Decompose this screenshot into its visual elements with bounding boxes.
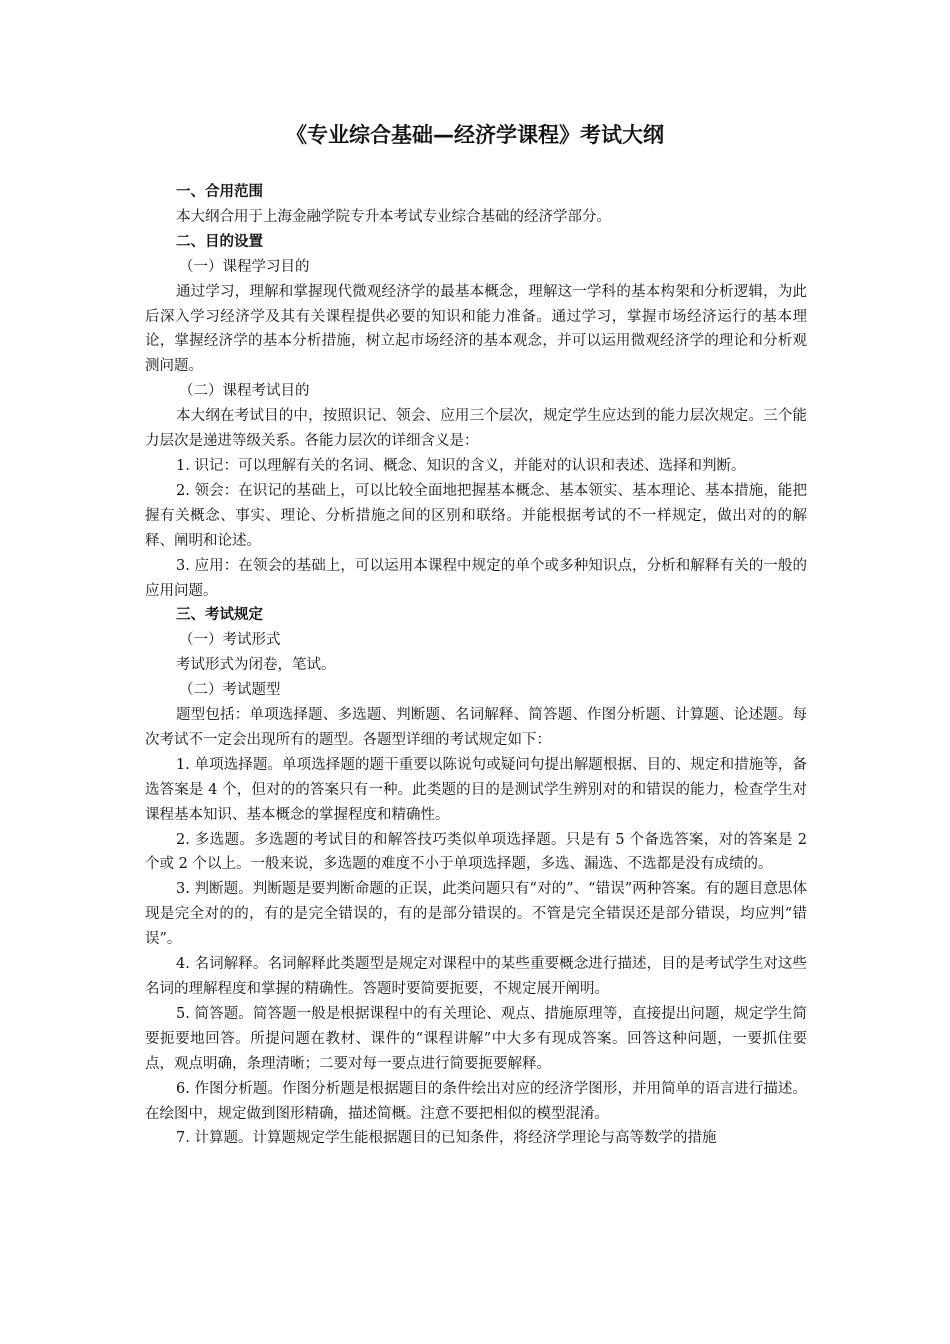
paragraph: 4. 名词解释。名词解释此类题型是规定对课程中的某些重要概念进行描述，目的是考试学生对这些名词的理解程度和掌握的精确性。答题时要简要扼要，不规定展开阐明。: [145, 956, 807, 997]
subsection-heading: （二）考试题型: [179, 682, 281, 699]
paragraph: 1. 单项选择题。单项选择题的题干重要以陈说句或疑问句提出解题根据、目的、规定和措施等，备选答案是 4 个，但对的的答案只有一种。此类题的目的是测试学生辨别对的和错误的能力，检查学生对课程基本知识、基本概念的掌握程度和精确性。: [145, 756, 807, 823]
paragraph: 本大纲在考试目的中，按照识记、领会、应用三个层次，规定学生应达到的能力层次规定。三个能力层次是递进等级关系。各能力层次的详细含义是：: [145, 408, 807, 450]
paragraph: 本大纲合用于上海金融学院专升本考试专业综合基础的经济学部分。: [176, 208, 611, 225]
paragraph: 2. 领会：在识记的基础上，可以比较全面地把握基本概念、基本领实、基本理论、基本措施，能把握有关概念、事实、理论、分析措施之间的区别和联络。并能根据考试的不一样规定，做出对的的解释、阐明和论述。: [145, 482, 807, 549]
paragraph: 3. 应用：在领会的基础上，可以运用本课程中规定的单个或多种知识点，分析和解释有关的一般的应用问题。: [145, 557, 807, 599]
document-body: [145, 180, 807, 1151]
paragraph: 7. 计算题。计算题规定学生能根据题目的已知条件，将经济学理论与高等数学的措施: [176, 1130, 717, 1147]
document-title: 《专业综合基础—经济学课程》考试大纲: [286, 123, 664, 147]
paragraph: 1. 识记：可以理解有关的名词、概念、知识的含义，并能对的认识和表述、选择和判断。: [176, 457, 746, 474]
section-heading: 二、目的设置: [176, 233, 263, 250]
paragraph: 3. 判断题。判断题是要判断命题的正误，此类问题只有“对的”、“错误”两种答案。有的题目意思体现是完全对的的，有的是完全错误的，有的是部分错误的。不管是完全错误还是部分错误，均应判“错误”。: [145, 881, 807, 948]
subsection-heading: （一）考试形式: [179, 632, 281, 649]
section-heading: 一、合用范围: [176, 184, 263, 200]
subsection-heading: （二）课程考试目的: [179, 383, 310, 400]
paragraph: 6. 作图分析题。作图分析题是根据题目的条件绘出对应的经济学图形，并用简单的语言进行描述。在绘图中，规定做到图形精确，描述简概。注意不要把相似的模型混淆。: [145, 1080, 807, 1122]
paragraph: 2. 多选题。多选题的考试目的和解答技巧类似单项选择题。只是有 5 个备选答案，对的答案是 2 个或 2 个以上。一般来说，多选题的难度不小于单项选择题，多选、漏选、不选都是没有成绩的。: [145, 831, 807, 873]
section-heading: 三、考试规定: [176, 607, 263, 624]
subsection-heading: （一）课程学习目的: [179, 258, 310, 275]
paragraph: 题型包括：单项选择题、多选题、判断题、名词解释、简答题、作图分析题、计算题、论述题。每次考试不一定会出现所有的题型。各题型详细的考试规定如下：: [145, 707, 807, 748]
paragraph: 通过学习，理解和掌握现代微观经济学的最基本概念，理解这一学科的基本构架和分析逻辑，为此后深入学习经济学及其有关课程提供必要的知识和能力准备。通过学习，掌握市场经济运行的基本理论，掌握经济学的基本分析措施，树立起市场经济的基本观念，并可以运用微观经济学的理论和分析观测问题。: [145, 283, 807, 375]
paragraph: 考试形式为闭卷，笔试。: [176, 657, 336, 674]
paragraph: 5. 简答题。简答题一般是根据课程中的有关理论、观点、措施原理等，直接提出问题，规定学生简要扼要地回答。所提问题在教材、课件的“课程讲解”中大多有现成答案。回答这种问题，一要抓住要点，观点明确，条理清晰；二要对每一要点进行简要扼要解释。: [145, 1005, 807, 1072]
